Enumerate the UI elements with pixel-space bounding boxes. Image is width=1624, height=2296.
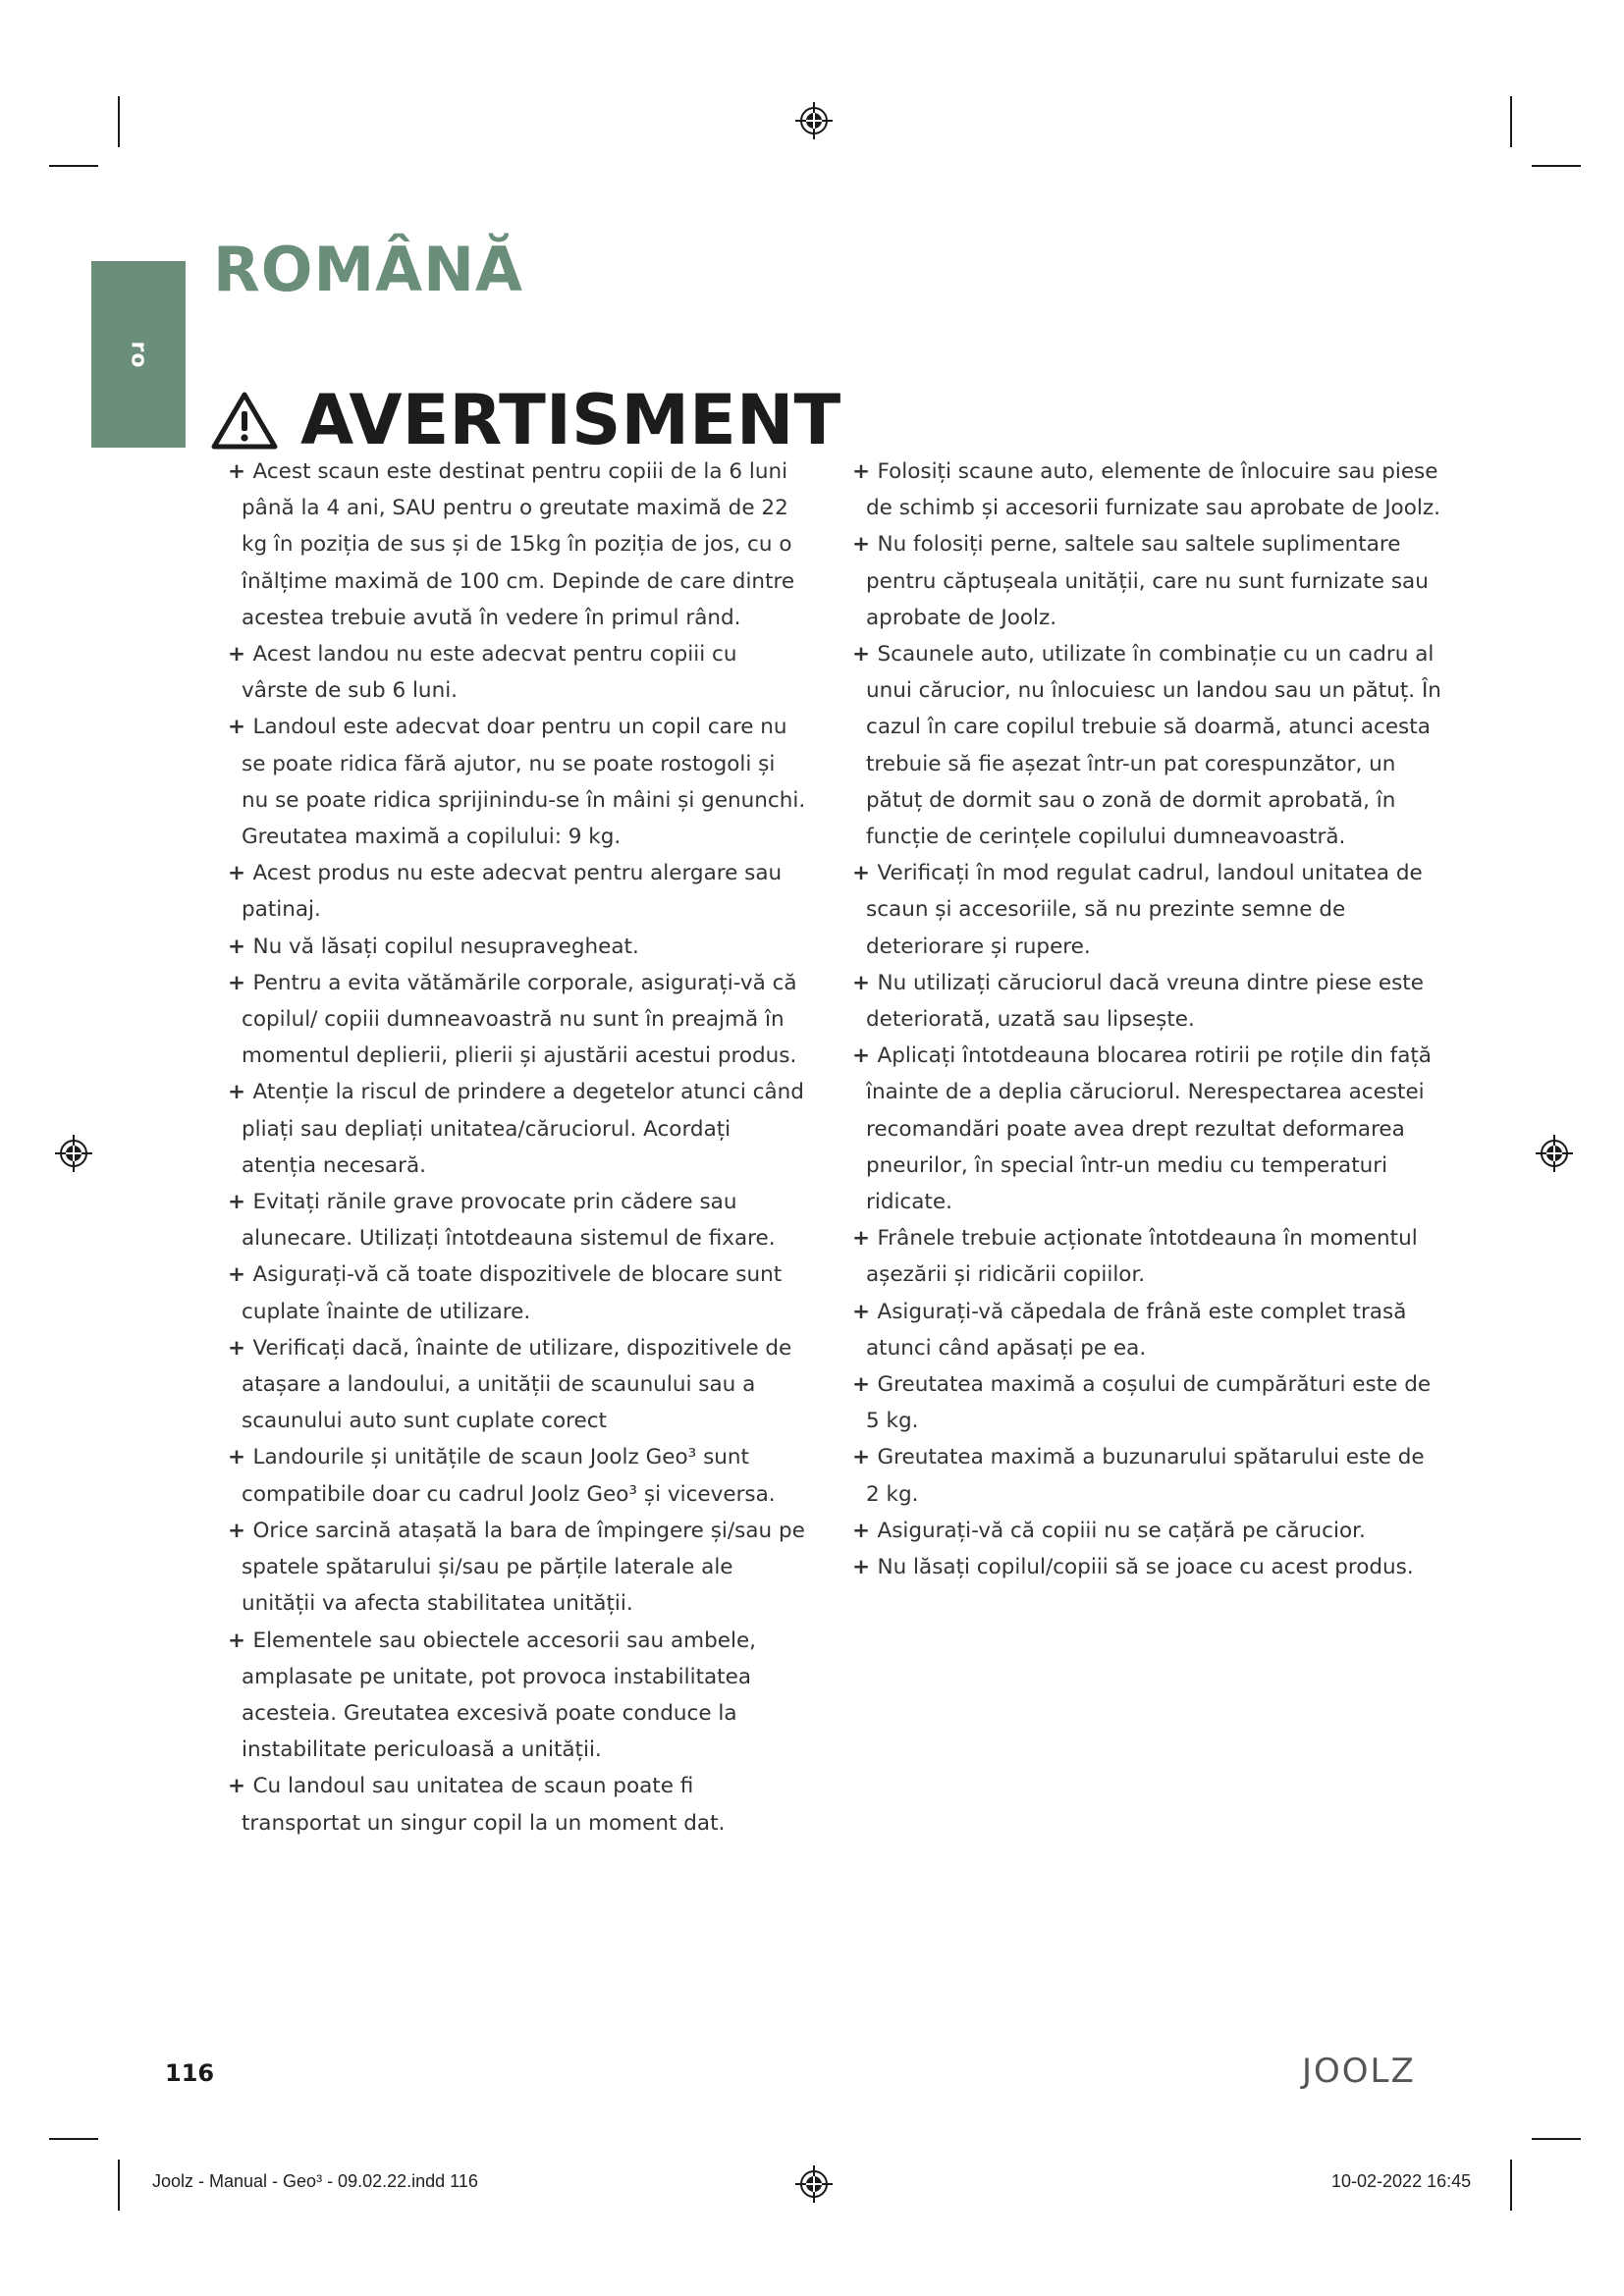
registration-mark-icon — [1536, 1135, 1573, 1172]
warning-item: + Nu lăsați copilul/copiii să se joace cu acest produs. — [852, 1549, 1441, 1585]
registration-mark-icon — [795, 102, 833, 139]
registration-mark-icon — [795, 2165, 833, 2203]
warning-title: AVERTISMENT — [300, 380, 841, 460]
warning-item: + Nu vă lăsați copilul nesupravegheat. — [228, 929, 807, 965]
warnings-list-left — [228, 454, 807, 1842]
warning-item: + Nu folosiți perne, saltele sau saltele suplimentare pentru căptușeala unității, care nu sunt furnizate sau aprobate de Joolz. — [852, 526, 1441, 636]
warning-item: + Greutatea maximă a coșului de cumpărături este de 5 kg. — [852, 1366, 1441, 1439]
warning-item: + Verificați dacă, înainte de utilizare, dispozitivele de atașare a landoului, a unității de scaunului sau a scaunului auto sunt cuplate corect — [228, 1330, 807, 1440]
warning-triangle-icon — [210, 390, 279, 451]
warning-item: + Verificați în mod regulat cadrul, landoul unitatea de scaun și accesoriile, să nu prezinte semne de deteriorare și rupere. — [852, 855, 1441, 965]
crop-mark — [49, 2138, 98, 2140]
warning-item: + Landoul este adecvat doar pentru un copil care nu se poate ridica fără ajutor, nu se poate rostogoli și nu se poate ridica sprijinindu-se în mâini și genunchi. Greutatea maximă a copilului: 9 kg. — [228, 709, 807, 855]
print-slug-date: 10-02-2022 16:45 — [1331, 2171, 1472, 2191]
warning-item: + Greutatea maximă a buzunarului spătarului este de 2 kg. — [852, 1439, 1441, 1512]
warning-item: + Aplicați întotdeauna blocarea rotirii pe roțile din față înainte de a deplia căruciorul. Nerespectarea acestei recomandări poate avea drept rezultat deformarea pneurilor, în special într-un mediu cu temperaturi ridicate. — [852, 1038, 1441, 1220]
warning-heading — [210, 381, 840, 459]
warning-item: + Asigurați-vă că toate dispozitivele de blocare sunt cuplate înainte de utilizare. — [228, 1256, 807, 1329]
warning-item: + Cu landoul sau unitatea de scaun poate fi transportat un singur copil la un moment dat. — [228, 1768, 807, 1841]
crop-mark — [1532, 165, 1581, 167]
crop-mark — [118, 96, 120, 147]
warning-item: + Folosiți scaune auto, elemente de înlocuire sau piese de schimb și accesorii furnizate sau aprobate de Joolz. — [852, 454, 1441, 526]
warnings-list-right — [852, 454, 1441, 1585]
warning-item: + Scaunele auto, utilizate în combinație cu un cadru al unui cărucior, nu înlocuiesc un landou sau un pătuț. În cazul în care copilul trebuie să doarmă, atunci acesta trebuie să fie așezat într-un pat corespunzător, un pătuț de dormit sau o zonă de dormit aprobată, în funcție de cerințele copilului dumneavoastră. — [852, 636, 1441, 855]
crop-mark — [49, 165, 98, 167]
language-code: ro — [126, 341, 151, 368]
warning-item: + Elementele sau obiectele accesorii sau ambele, amplasate pe unitate, pot provoca instabilitatea acesteia. Greutatea excesivă poate conduce la instabilitate periculoasă a unității. — [228, 1623, 807, 1769]
language-title: ROMÂNĂ — [213, 234, 523, 305]
warning-item: + Landourile și unitățile de scaun Joolz Geo³ sunt compatibile doar cu cadrul Joolz Geo³ și viceversa. — [228, 1439, 807, 1512]
crop-mark — [1510, 96, 1512, 147]
warning-item: + Atenție la riscul de prindere a degetelor atunci când pliați sau depliați unitatea/căruciorul. Acordați atenția necesară. — [228, 1074, 807, 1184]
crop-mark — [1532, 2138, 1581, 2140]
warning-item: + Asigurați-vă că copiii nu se cațără pe cărucior. — [852, 1513, 1441, 1549]
warning-item: + Pentru a evita vătămările corporale, asigurați-vă că copilul/ copiii dumneavoastră nu sunt în preajmă în momentul deplierii, plierii și ajustării acestui produs. — [228, 965, 807, 1075]
warning-item: + Frânele trebuie acționate întotdeauna în momentul așezării și ridicării copiilor. — [852, 1220, 1441, 1293]
warning-item: + Acest scaun este destinat pentru copiii de la 6 luni până la 4 ani, SAU pentru o greutate maximă de 22 kg în poziția de sus și de 15kg în poziția de jos, cu o înălțime maximă de 100 cm. Depinde de care dintre acestea trebuie avută în vedere în primul rând. — [228, 454, 807, 636]
print-slug-file: Joolz - Manual - Geo³ - 09.02.22.indd 116 — [152, 2171, 478, 2191]
page-number: 116 — [165, 2059, 215, 2087]
warning-item: + Acest landou nu este adecvat pentru copiii cu vârste de sub 6 luni. — [228, 636, 807, 709]
brand-logo: JOOLZ — [1302, 2052, 1416, 2091]
warning-item: + Acest produs nu este adecvat pentru alergare sau patinaj. — [228, 855, 807, 928]
warning-item: + Orice sarcină atașată la bara de împingere și/sau pe spatele spătarului și/sau pe părțile laterale ale unității va afecta stabilitatea unității. — [228, 1513, 807, 1623]
warning-item: + Nu utilizați căruciorul dacă vreuna dintre piese este deteriorată, uzată sau lipsește. — [852, 965, 1441, 1038]
warning-item: + Evitați rănile grave provocate prin cădere sau alunecare. Utilizați întotdeauna sistemul de fixare. — [228, 1184, 807, 1256]
crop-mark — [1510, 2160, 1512, 2211]
registration-mark-icon — [55, 1135, 92, 1172]
crop-mark — [118, 2160, 120, 2211]
language-side-tab — [91, 261, 186, 448]
warning-item: + Asigurați-vă căpedala de frână este complet trasă atunci când apăsați pe ea. — [852, 1294, 1441, 1366]
